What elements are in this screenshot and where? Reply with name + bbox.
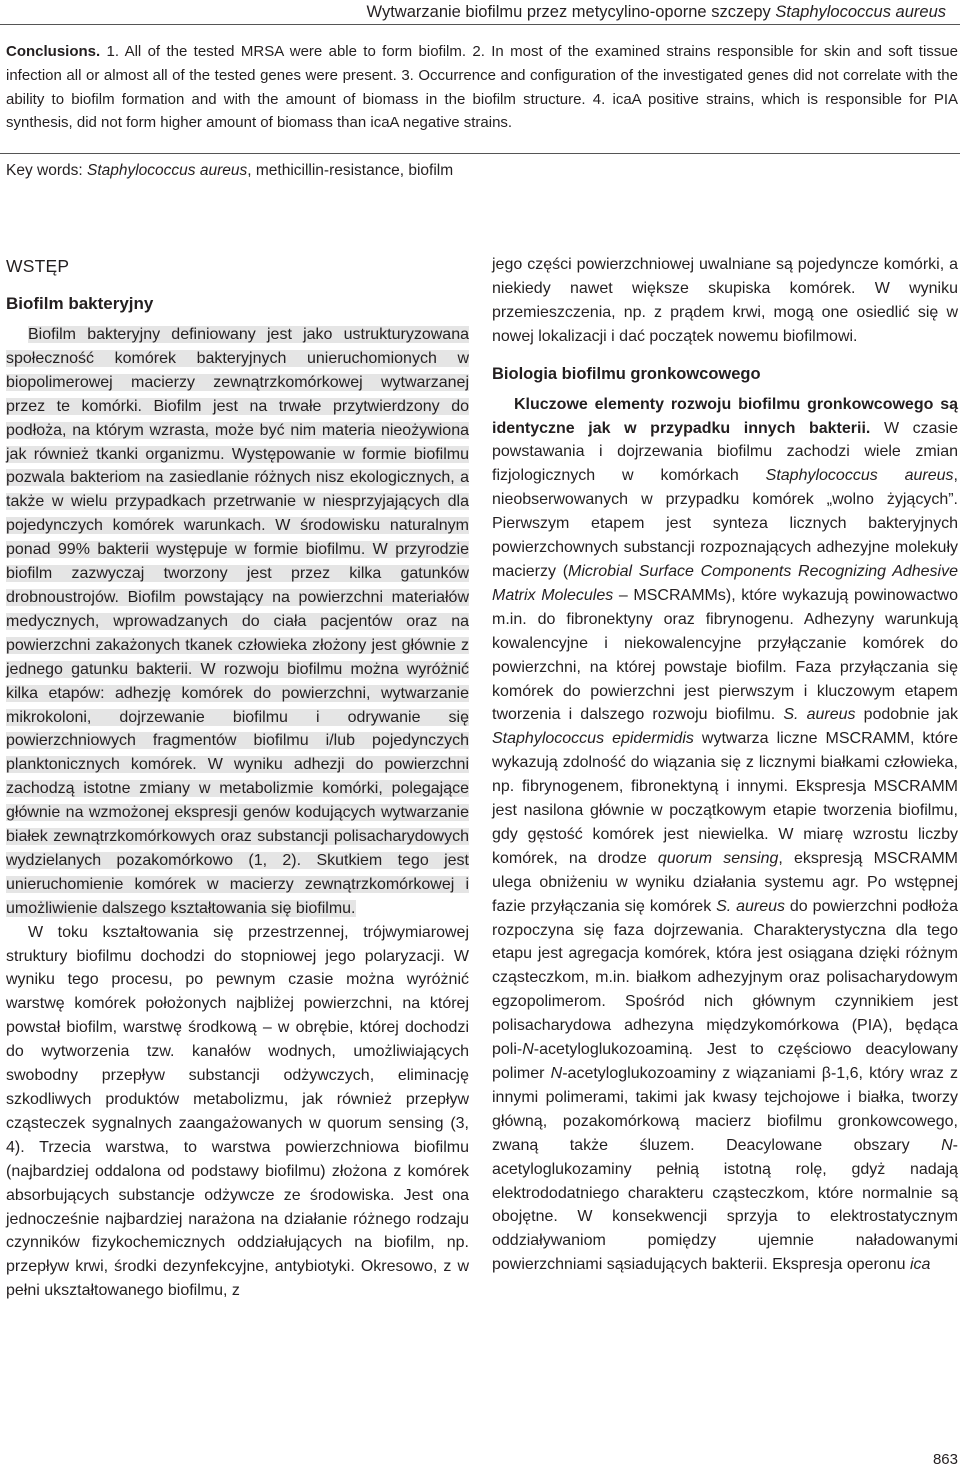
conclusions-label: Conclusions. — [6, 43, 101, 60]
keywords-species: Staphylococcus aureus — [86, 162, 248, 179]
header-rule — [0, 24, 960, 25]
conclusions-text: 1. All of the tested MRSA were able to form biofilm. 2. In most of the examined strains responsible for skin and soft tissue infection all or almost all of the tested genes were present. 3. Occurrence and configuration of the investigated genes did not correlate with the ability to biofilm formation and with the amount of biomass in the biofilm structure. 4. icaA positive strains, which is responsible for PIA synthesis, did not form higher amount of biomass than icaA negative strains. — [6, 43, 958, 132]
running-header-text: Wytwarzanie biofilmu przez metycylino-oporne szczepy — [366, 3, 776, 21]
text-segment: -acetyloglukozoaminy z wiązaniami β-1,6, który wraz z innymi polimerami, takimi jak kwasy tejchojowe i białka, tworzy główną, pozakomórkową macierz biofilmu gronkowcowego, zwaną także śluzem. Deacylowane obszary — [492, 1065, 959, 1154]
page-number: 863 — [932, 1451, 958, 1468]
term-italic: N — [550, 1065, 563, 1082]
paragraph-biofilm-definition — [6, 323, 469, 921]
text-segment: W czasie powstawania i dojrzewania biofilmu zachodzi wiele zmian fizjologicznych w komórkach — [492, 419, 959, 485]
running-header — [367, 2, 946, 22]
text-segment: podobnie jak — [855, 706, 959, 724]
paragraph-staph-biofilm — [492, 393, 958, 1278]
text-segment: -acetyloglukozaminy pełnią istotną rolę, gdyż nadają elektrododatniego charakteru cząsteczkom, które normalnie są obojętne. W konsekwencji sprzyja to elektrostatycznym oddziaływaniom pomiędzy ujemnie naładowanymi powierzchniami sąsiadujących bakterii. Ekspresja operonu — [492, 1136, 958, 1274]
term-italic: N — [522, 1041, 534, 1059]
text-segment: -acetyloglukozoaminą. Jest to częściowo deacylowany polimer — [492, 1041, 958, 1082]
text-segment: wytwarza liczne MSCRAMM, które wykazują zdolność do wiązania się z licznymi białkami człowieka, np. fibrynogenem, fibronektyną i innymi. Ekspresja MSCRAMM jest nasilona głównie w początkowym etapie tworzenia biofilmu, gdy gęstość komórek jest niewielka. W miarę wzrostu liczby komórek, na drodze — [492, 730, 958, 867]
text-segment: – MSCRAMMs), które wykazują powinowactwo m.in. do fibronektyny oraz fibrynogenu. Adhezyny warunkują kowalencyjne i niekowalencyjne przyłączanie komórek do powierzchni, na której powstaje biofilm. Faza przyłączania się komórek do powierzchni jest pierwszym i kluczowym etapem tworzenia i dalszego rozwoju biofilmu. — [492, 586, 959, 724]
species-italic: Staphylococcus aureus — [765, 467, 954, 485]
paragraph-biofilm-structure: W toku kształtowania się przestrzennej, trójwymiarowej struktury biofilmu dochodzi do stopniowej jego polaryzacji. W wyniku tego procesu, po pewnym czasie można wyróżnić warstwę komórek położonych najbliżej powierzchni, na której powstał biofilm, warstwę środkową – w obrębie, której dochodzi do wytworzenia tzw. kanałów wodnych, umożliwiających swobodny przepływ substancji odżywczych, eliminację szkodliwych produktów metabolizmu, jak również przepływ cząsteczek sygnalnych zaangażowanych w quorum sensing (3, 4). Trzecia warstwa, to warstwa powierzchniowa biofilmu (najbardziej oddalona od podstawy biofilmu) złożona z komórek absorbujących substancje odżywcze ze środowiska. Jest ona jednocześnie najbardziej narażona na działanie różnego rodzaju czynników fizykochemicznych oddziałujących na biofilm, np. przepływ krwi, środki dezynfekcyjne, antybiotyki. Okresowo, z w pełni ukształtowanego biofilmu, z — [6, 923, 469, 1300]
species-italic: S. aureus — [716, 897, 786, 915]
term-italic: quorum sensing — [657, 849, 779, 867]
lead-bold-text: Kluczowe elementy rozwoju biofilmu gronkowcowego są identyczne jak w przypadku innych bakterii. — [492, 395, 958, 437]
species-italic: Staphylococcus epidermidis — [492, 730, 694, 748]
keywords-rest: , methicillin-resistance, biofilm — [247, 162, 454, 179]
right-column — [492, 253, 958, 1277]
left-column — [6, 253, 469, 1303]
running-header-species: Staphylococcus aureus — [775, 3, 946, 21]
text-segment: , nieobserwowanych w przypadku komórek „wolno żyjących”. Pierwszym etapem jest synteza licznych bakteryjnych powierzchownych substancji rozpoznających adhezyjne molekuły macierzy ( — [492, 467, 958, 580]
text-segment: , ekspresją MSCRAMM ulega obniżeniu w wyniku działania systemu agr. Po wstępnej fazie przyłączania się komórek — [492, 849, 959, 915]
keywords-label: Key words: — [6, 162, 87, 179]
abstract-rule — [0, 153, 960, 154]
section-title: WSTĘP — [6, 256, 70, 276]
subsection-title-biology: Biologia biofilmu gronkowcowego — [492, 364, 761, 383]
subsection-title: Biofilm bakteryjny — [6, 294, 154, 313]
highlighted-text: Biofilm bakteryjny definiowany jest jako ustrukturyzowana społeczność komórek bakteryjnych unieruchomionych w biopolimerowej macierzy zewnątrzkomórkowej wytwarzanej przez te komórki. Biofilm jest na trwałe przytwierdzony do podłoża, na którym wzrasta, może być nim materia nieożywiona jak również tkanki organizmu. Występowanie w formie biofilmu pozwala bakteriom na zasiedlanie różnych nisz ekologicznych, a także w wielu przypadkach przetrwanie w niesprzyjających dla pojedynczych komórek warunkach. W środowisku naturalnym ponad 99% bakterii występuje w formie biofilmu. W przyrodzie biofilm zazwyczaj tworzony jest przez kilka gatunków drobnoustrojów. Biofilm powstający na powierzchni materiałów medycznych, wprowadzanych do ciała pacjentów oraz na powierzchni zakażonych tkanek człowieka złożony jest głównie z jednego gatunku bakterii. W rozwoju biofilmu można wyróżnić kilka etapów: adhezję komórek do powierzchni, wytwarzanie mikrokoloni, dojrzewanie biofilmu i odrywanie się powierzchniowych fragmentów biofilmu i/lub pojedynczych planktonicznych komórek. W wyniku adhezji do powierzchni zachodzą istotne zmiany w metabolizmie komórki, polegające głównie na wzmożonej ekspresji genów kodujących wytwarzanie białek zewnątrzkomórkowych oraz substancji polisacharydowych wydzielanych pozakomórkowo (1, 2). Skutkiem tego jest unieruchomienie komórek w macierzy zewnątrzkomórkowej i umożliwienie dalszego kształtowania się biofilmu. — [6, 326, 469, 917]
paragraph-continuation: jego części powierzchniowej uwalniane są pojedyncze komórki, a niekiedy nawet większe skupiska komórek. W wyniku przemieszczenia, np. z prądem krwi, mogą one osiedlić się w nowej lokalizacji i dać początek nowemu biofilmowi. — [492, 256, 958, 345]
keywords — [6, 160, 956, 182]
term-italic: Microbial Surface Components Recognizing Adhesive Matrix Molecules — [492, 562, 959, 604]
abstract-conclusions — [6, 40, 958, 135]
species-italic: S. aureus — [783, 706, 856, 724]
text-segment: do powierzchni podłoża rozpoczyna się faza dojrzewania. Charakterystyczna dla tego etapu jest agregacja komórek, która jest osiągana dzięki różnym cząsteczkom, m.in. białkom adhezyjnym oraz polisacharydowym egzopolimerom. Spośród nich głównym czynnikiem jest polisacharydowa adhezyna międzykomórkowa (PIA), będąca poli- — [492, 897, 959, 1059]
term-italic: N — [941, 1136, 953, 1154]
term-italic: ica — [909, 1256, 931, 1274]
